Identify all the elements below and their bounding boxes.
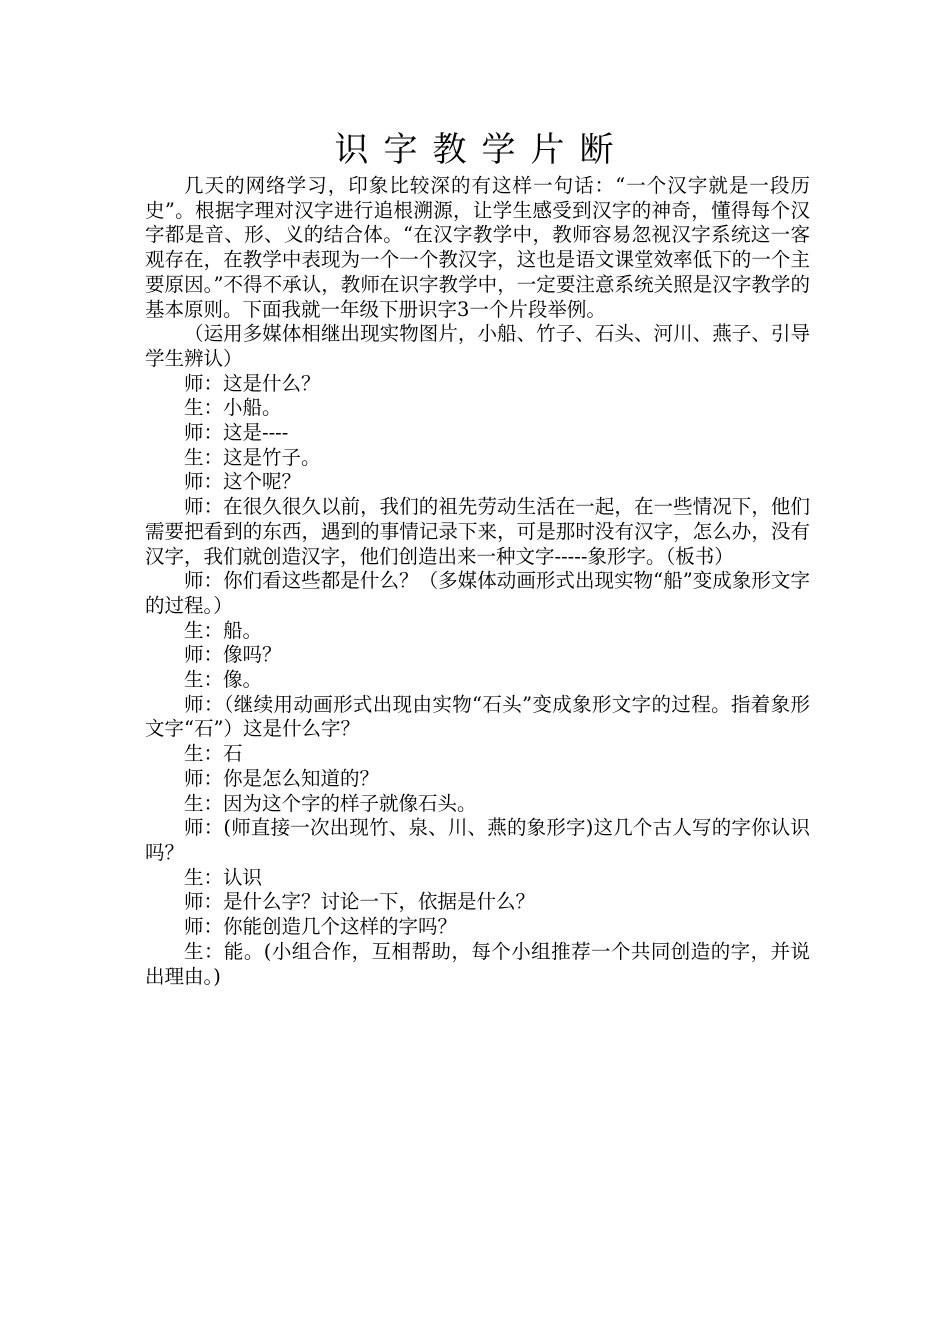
dialogue-line: 生：船。 xyxy=(184,618,263,642)
intro-paragraph: 几天的网络学习，印象比较深的有这样一句话：“一个汉字就是一段历史”。根据字理对汉字进行追根溯源，让学生感受到汉字的神奇，懂得每个汉字都是音、形、义的结合体。“在汉字教学中，教师容易忽视汉字系统这一客观存在，在教学中表现为一个一个教汉字，这也是语文课堂效率低下的一个主要原因。”不得不承认，教师在识字教学中，一定要注意系统关照是汉字教学的基本原则。下面我就一年级下册识字3一个片段举例。 xyxy=(145,174,810,321)
dialogue-line: 师：你是怎么知道的？ xyxy=(184,766,380,790)
stage-direction: （运用多媒体相继出现实物图片，小船、竹子、石头、河川、燕子、引导学生辨认） xyxy=(145,322,810,370)
dialogue-line: 生：这是竹子。 xyxy=(184,445,321,469)
dialogue-line: 生：因为这个字的样子就像石头。 xyxy=(184,791,477,815)
dialogue-line: 生：小船。 xyxy=(184,396,282,420)
dialogue-line: 师：这是什么？ xyxy=(184,371,321,395)
dialogue-line: 师：在很久很久以前，我们的祖先劳动生活在一起，在一些情况下，他们需要把看到的东西，遇到的事情记录下来，可是那时没有汉字，怎么办，没有汉字，我们就创造汉字，他们创造出来一种文字-----象形字。（板书） xyxy=(145,495,810,568)
dialogue-line: 师：（继续用动画形式出现由实物“石头”变成象形文字的过程。指着象形文字“石”）这是什么字？ xyxy=(145,692,810,741)
dialogue-line: 师：是什么字？讨论一下，依据是什么？ xyxy=(184,890,536,914)
dialogue-line: 生：认识 xyxy=(184,865,263,889)
dialogue-line: 师：你能创造几个这样的字吗？ xyxy=(184,915,458,939)
dialogue-line: 生：石 xyxy=(184,742,243,766)
dialogue-line: 师：这是---- xyxy=(184,421,289,445)
document-title: 识字教学片断 xyxy=(334,130,629,170)
dialogue-line: 师：像吗？ xyxy=(184,643,282,667)
document-page xyxy=(145,128,810,989)
dialogue-line: 生：能。(小组合作，互相帮助，每个小组推荐一个共同创造的字，并说出理由。) xyxy=(145,939,810,988)
dialogue-line: 师：你们看这些都是什么？（多媒体动画形式出现实物“船”变成象形文字的过程。） xyxy=(145,569,810,617)
dialogue-line: 师：这个呢？ xyxy=(184,470,302,494)
dialogue-line: 师：(师直接一次出现竹、泉、川、燕的象形字)这几个古人写的字你认识吗？ xyxy=(145,816,810,864)
dialogue-line: 生：像。 xyxy=(184,668,263,692)
